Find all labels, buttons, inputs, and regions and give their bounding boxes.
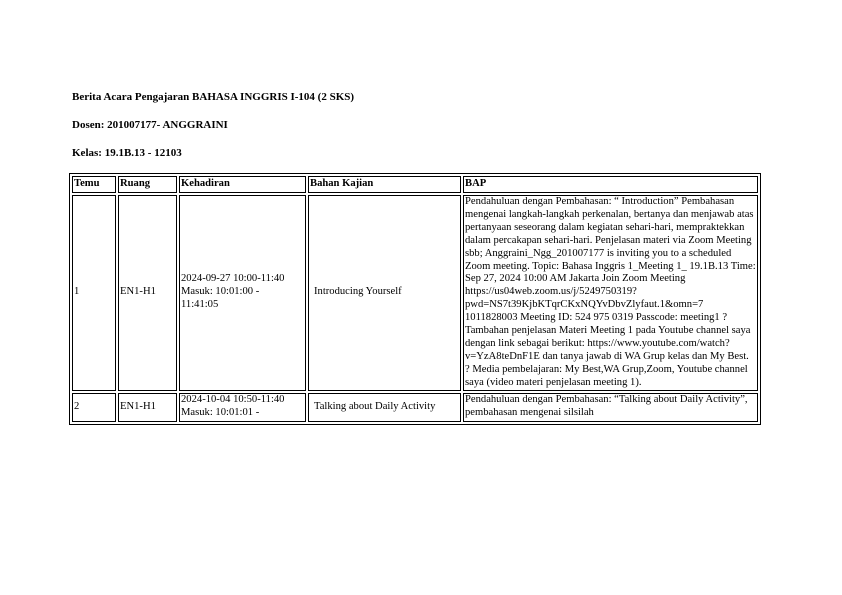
column-header-bahan-kajian: Bahan Kajian — [308, 176, 461, 193]
bahan-kajian-cell: Introducing Yourself — [308, 195, 461, 391]
table-row — [72, 393, 758, 422]
ruang-cell: EN1-H1 — [118, 393, 177, 422]
bap-text: Pendahuluan dengan Pembahasan: “Talking about Daily Activity”, pembahasan mengenai silsilah — [465, 393, 748, 418]
column-header-ruang: Ruang — [118, 176, 177, 193]
check-in-time: Masuk: 10:01:00 - — [181, 286, 260, 298]
document-title: Berita Acara Pengajaran BAHASA INGGRIS I-104 (2 SKS) — [72, 91, 355, 103]
bap-cell: Pendahuluan dengan Pembahasan: “ Introduction” Pembahasan mengenai langkah-langkah perkenalan, bertanya dan menjawab atas pertanyaan seseorang dalam kegiatan sehari-hari, mempraktekkan dalam percakapan sehari-hari. Penjelasan materi via Zoom Meeting sbb; Anggraini_Ngg_201007177 is inviting you to a scheduled Zoom meeting. Topic: Bahasa Inggris 1_Meeting 1_ 19.1B.13 Time: Sep 27, 2024 10:00 AM Jakarta Join Zoom Meeting https://us04web.zoom.us/j/5249750319?pwd=NS7t39KjbKTqrCKxNQYvDbvZlyfaut.1&omn=7 1011828003 Meeting ID: 524 975 0319 Passcode: meeting1 ? Tambahan penjelasan Materi Meeting 1 pada Youtube channel saya dengan link sebagai berikut: https://www.youtube.com/watch?v=YzA8teDnF1E dan tanya jawab di WA Grup kelas dan My Best. ? Media pembelajaran: My Best,WA Grup,Zoom, Youtube channel saya (video materi penjelasan meeting 1). — [463, 195, 758, 391]
schedule-time: 2024-09-27 10:00-11:40 — [181, 273, 285, 285]
lecturer-line: Dosen: 201007177- ANGGRAINI — [72, 119, 228, 131]
class-line: Kelas: 19.1B.13 - 12103 — [72, 147, 182, 159]
column-header-bap: BAP — [463, 176, 758, 193]
temu-cell: 2 — [72, 393, 116, 422]
kehadiran-cell — [179, 393, 306, 422]
check-out-time: 11:41:05 — [181, 299, 219, 311]
ruang-cell: EN1-H1 — [118, 195, 177, 391]
kehadiran-cell — [179, 195, 306, 391]
table-header-row — [72, 176, 758, 193]
column-header-kehadiran: Kehadiran — [179, 176, 306, 193]
bap-cell — [463, 393, 758, 422]
column-header-temu: Temu — [72, 176, 116, 193]
temu-cell: 1 — [72, 195, 116, 391]
check-in-time: Masuk: 10:01:01 - — [181, 407, 260, 419]
bahan-kajian-cell: Talking about Daily Activity — [308, 393, 461, 422]
table-row — [72, 195, 758, 391]
schedule-time: 2024-10-04 10:50-11:40 — [181, 394, 285, 406]
teaching-record-table — [69, 173, 761, 425]
